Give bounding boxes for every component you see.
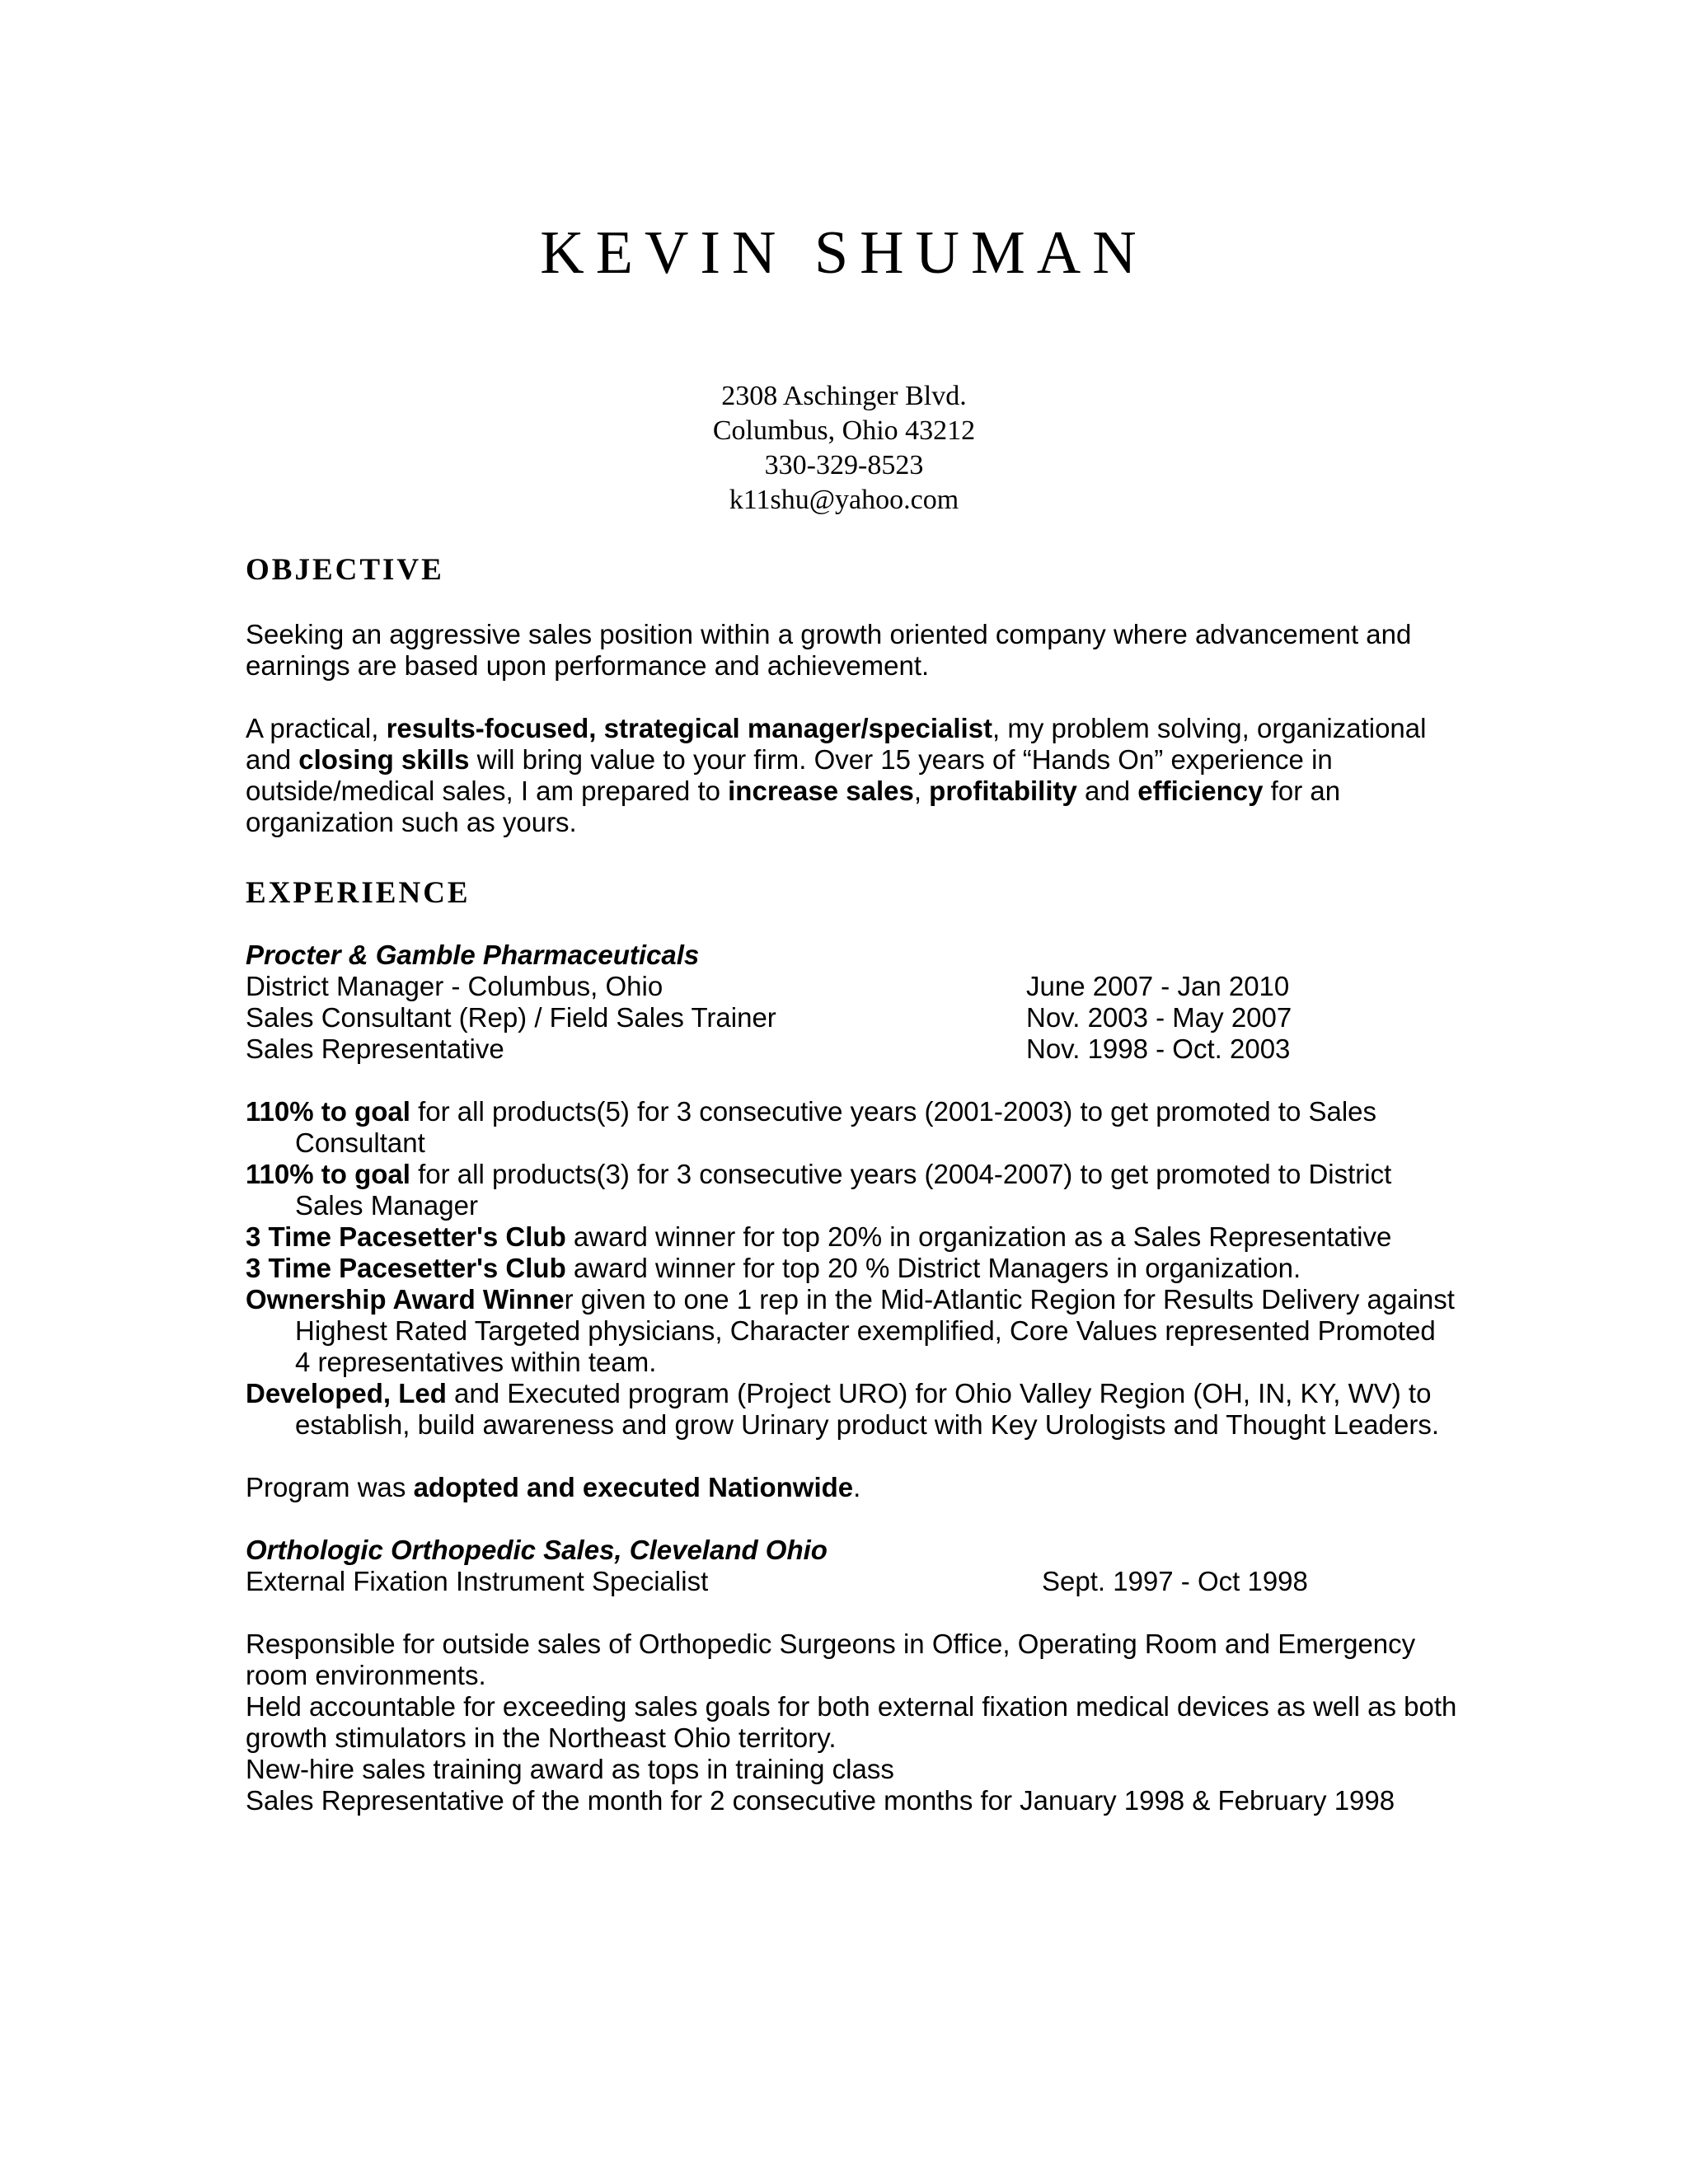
objective-heading: OBJECTIVE (246, 553, 444, 587)
summary-text: A practical, (246, 713, 387, 743)
email-address: k11shu@yahoo.com (729, 485, 959, 515)
contact-block (0, 379, 1688, 518)
closing-emphasis: adopted and executed Nationwide (413, 1472, 854, 1502)
achievement-item (246, 1159, 1457, 1221)
candidate-name: KEVIN SHUMAN (540, 219, 1148, 287)
summary-emphasis: closing skills (298, 744, 470, 775)
achievement-text: r given to one 1 rep in the Mid-Atlantic Region for Results Delivery against Highest Rated Targeted physicians, Character exemplified, Core Values represented Promoted 4 representatives within team. (295, 1284, 1455, 1377)
achievement-text: award winner for top 20% in organization as a Sales Representative (565, 1221, 1392, 1252)
achievement-text: for all products(3) for 3 consecutive years (2004-2007) to get promoted to District Sales Manager (295, 1159, 1392, 1221)
achievement-text: and Executed program (Project URO) for Ohio Valley Region (OH, IN, KY, WV) to establish, build awareness and grow Urinary product with Key Urologists and Thought Leaders. (295, 1378, 1439, 1440)
job-title: District Manager - Columbus, Ohio (246, 971, 663, 1001)
achievement-text: for all products(5) for 3 consecutive years (2001-2003) to get promoted to Sales Consultant (295, 1096, 1377, 1158)
summary-text: for an organization such as yours. (246, 776, 1341, 837)
achievement-emphasis: Ownership Award Winne (246, 1284, 565, 1315)
job-dates: June 2007 - Jan 2010 (1026, 971, 1290, 1001)
objective-statement: Seeking an aggressive sales position within a growth oriented company where advancement and earnings are based upon performance and achievement. (246, 619, 1412, 681)
summary-text: , (913, 776, 930, 806)
achievement-item (246, 1253, 1457, 1284)
achievement-emphasis: Developed, Led (246, 1378, 447, 1408)
job-dates: Nov. 2003 - May 2007 (1026, 1002, 1292, 1033)
achievement-emphasis: 110% to goal (246, 1159, 410, 1189)
achievement-emphasis: 3 Time Pacesetter's Club (246, 1253, 566, 1283)
closing-text: Program was (246, 1472, 414, 1502)
achievement-emphasis: 110% to goal (246, 1096, 410, 1127)
job-title: Sales Consultant (Rep) / Field Sales Trainer (246, 1002, 776, 1033)
summary-emphasis: efficiency (1137, 776, 1264, 806)
summary-emphasis: increase sales (728, 776, 914, 806)
responsibility-line: New-hire sales training award as tops in training class (246, 1754, 894, 1784)
company-name: Orthologic Orthopedic Sales, Cleveland Ohio (246, 1535, 828, 1565)
summary-text: will bring value to your firm. Over 15 years of “Hands On” experience in outside/medical sales, I am prepared to (246, 744, 1333, 806)
summary-text: and (1076, 776, 1138, 806)
job-dates: Sept. 1997 - Oct 1998 (1042, 1566, 1308, 1596)
job-title: External Fixation Instrument Specialist (246, 1566, 709, 1596)
achievement-item (246, 1221, 1457, 1253)
achievement-item (246, 1096, 1457, 1159)
summary-text: , my problem solving, organizational and (246, 713, 1427, 775)
summary-emphasis: results-focused, strategical manager/specialist (386, 713, 993, 743)
achievement-emphasis: 3 Time Pacesetter's Club (246, 1221, 566, 1252)
program-closing-line (246, 1472, 1457, 1503)
address-line-2: Columbus, Ohio 43212 (712, 415, 976, 446)
address-line-1: 2308 Aschinger Blvd. (721, 381, 967, 411)
responsibility-line: Responsible for outside sales of Orthopedic Surgeons in Office, Operating Room and Emergency room environments. (246, 1629, 1416, 1690)
achievement-item (246, 1284, 1457, 1378)
achievement-item (246, 1378, 1457, 1441)
company-name: Procter & Gamble Pharmaceuticals (246, 940, 700, 970)
responsibility-line: Sales Representative of the month for 2 consecutive months for January 1998 & February 1998 (246, 1785, 1395, 1816)
job-dates: Nov. 1998 - Oct. 2003 (1026, 1033, 1291, 1064)
responsibility-line: Held accountable for exceeding sales goals for both external fixation medical devices as well as both growth stimulators in the Northeast Ohio territory. (246, 1691, 1457, 1753)
summary-emphasis: profitability (929, 776, 1077, 806)
phone-number: 330-329-8523 (764, 450, 924, 480)
experience-heading: EXPERIENCE (246, 876, 471, 910)
achievement-text: award winner for top 20 % District Managers in organization. (565, 1253, 1301, 1283)
closing-text: . (853, 1472, 861, 1502)
job-title: Sales Representative (246, 1033, 504, 1064)
objective-summary (246, 713, 1457, 838)
